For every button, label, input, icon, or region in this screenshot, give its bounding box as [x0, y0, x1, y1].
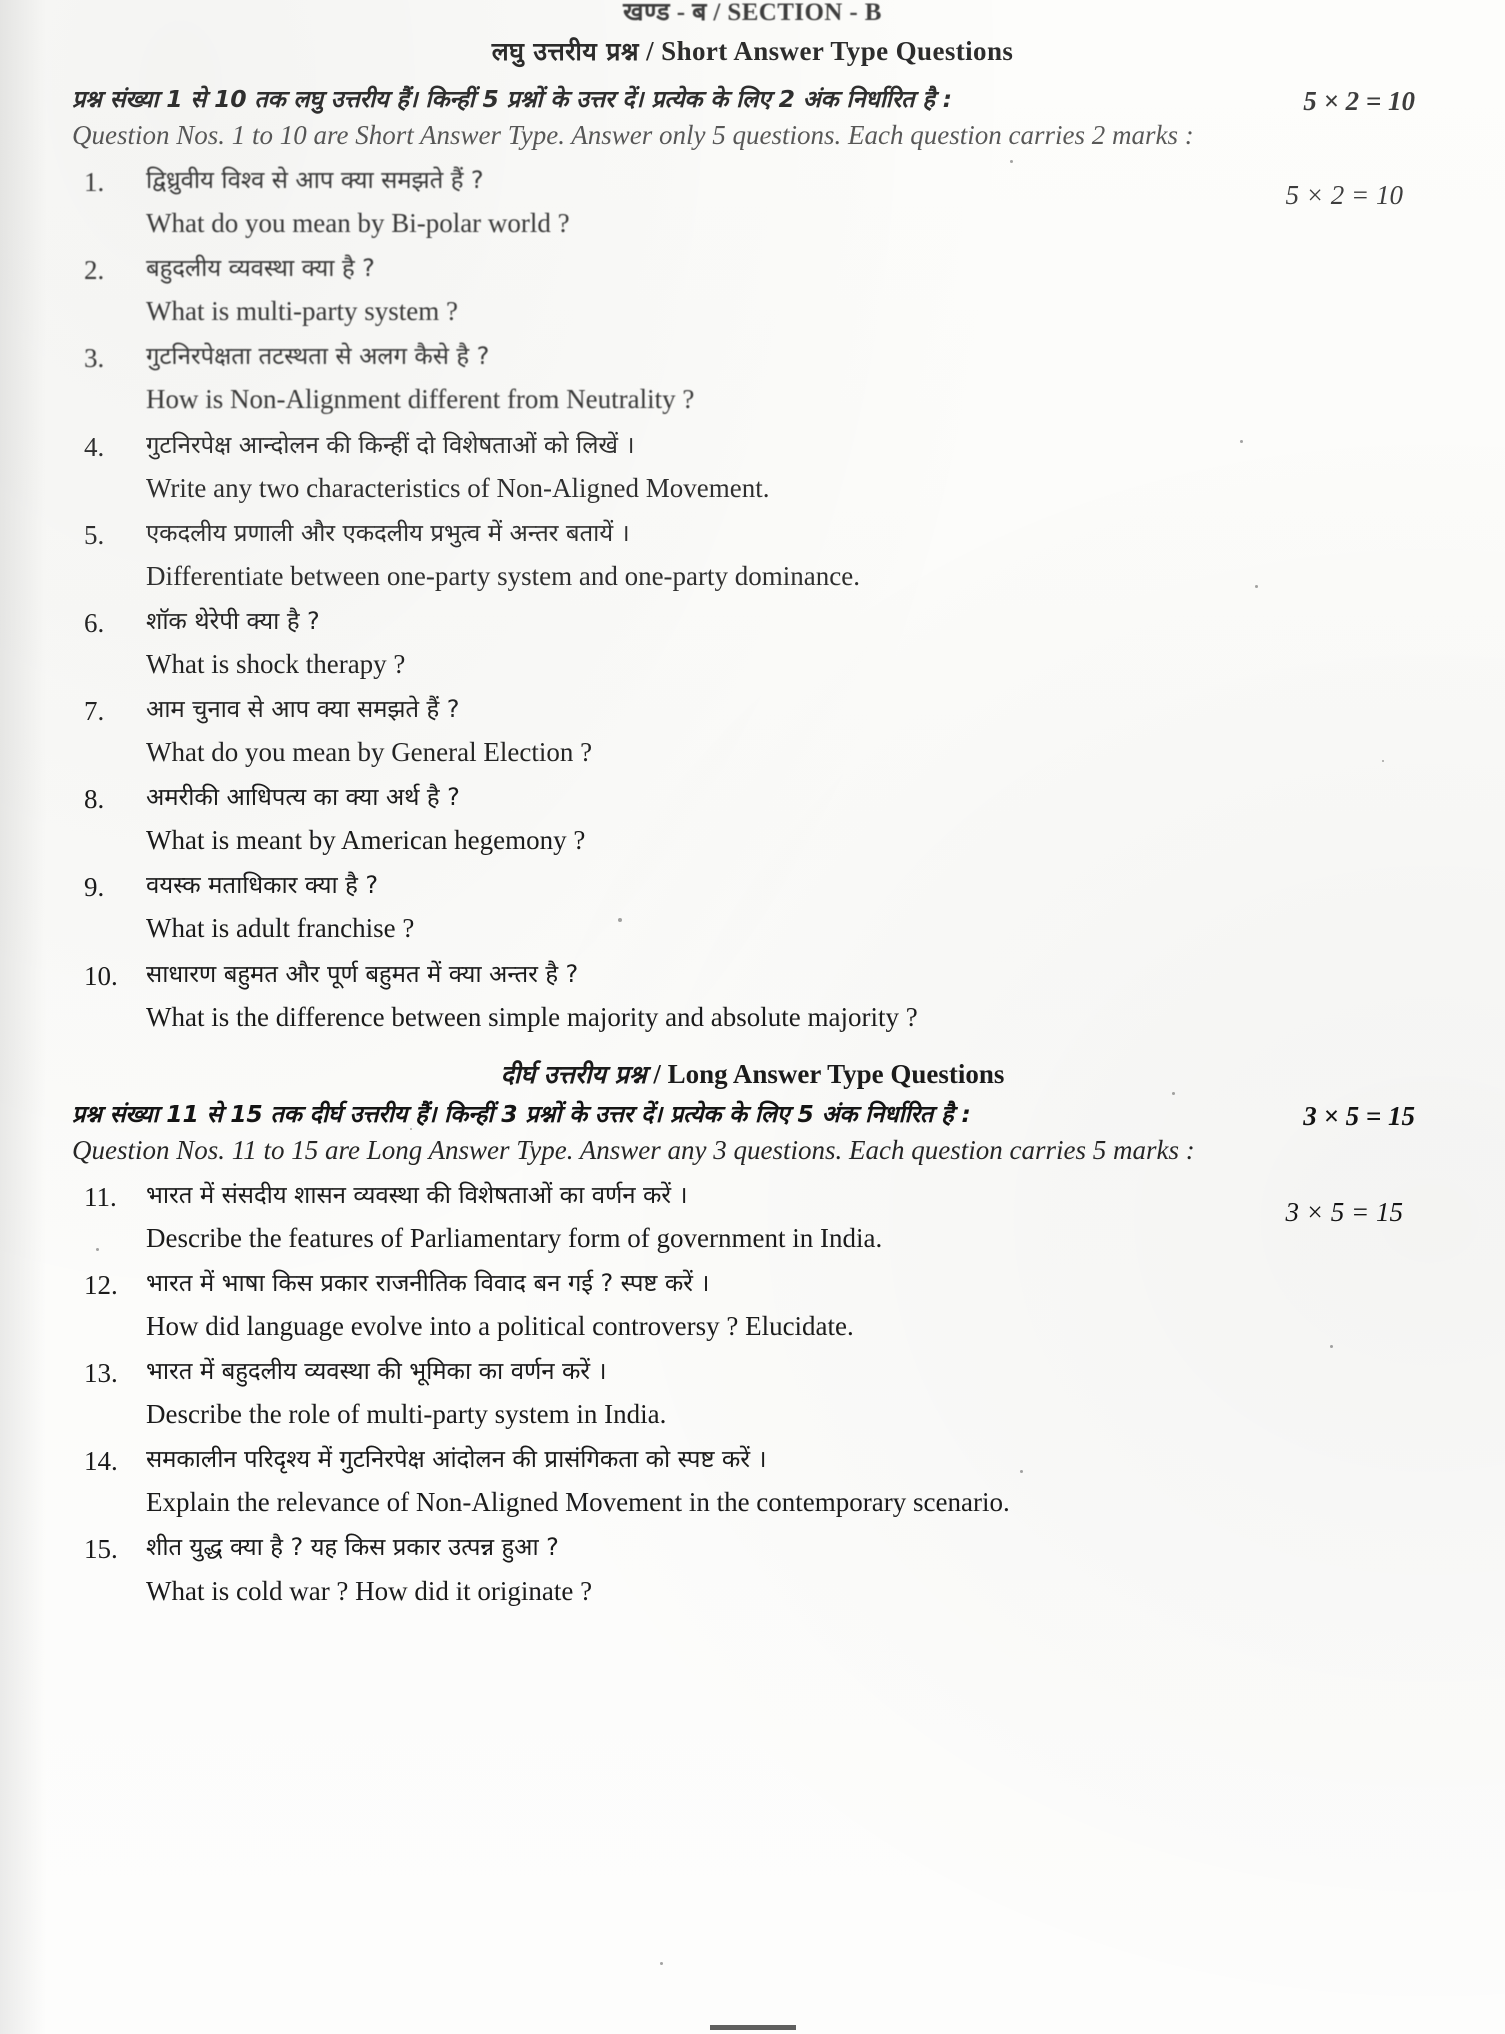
scan-speckle: [660, 1962, 663, 1965]
question-item: [72, 163, 1433, 245]
short-answer-instruction-hindi: प्रश्न संख्या 1 से 10 तक लघु उत्तरीय हैं। किन्हीं 5 प्रश्नों के उत्तर दें। प्रत्येक के लिए 2 अंक निर्धारित है :: [72, 85, 952, 113]
question-number: 14.: [84, 1446, 118, 1477]
question-body: [146, 1442, 1433, 1524]
question-item: [72, 957, 1433, 1039]
short-answer-question-list: [72, 163, 1433, 1039]
question-number: 4.: [84, 431, 105, 462]
long-answer-marks-english: 3 × 5 = 15: [1285, 1196, 1403, 1227]
question-body: [146, 516, 1433, 598]
question-number: 5.: [84, 519, 105, 550]
question-number: 11.: [84, 1181, 117, 1212]
scan-edge-smudge: [0, 0, 46, 2034]
question-text-english: What is multi-party system ?: [146, 296, 458, 327]
question-number: 6.: [84, 607, 105, 638]
question-number: 15.: [84, 1534, 118, 1565]
question-text-hindi: भारत में बहुदलीय व्यवस्था की भूमिका का वर्णन करें ।: [146, 1357, 607, 1386]
question-text-hindi: समकालीन परिदृश्य में गुटनिरपेक्ष आंदोलन की प्रासंगिकता को स्पष्ट करें ।: [146, 1445, 767, 1474]
question-text-hindi: शॉक थेरेपी क्या है ?: [146, 606, 320, 635]
short-answer-instruction-english: Question Nos. 1 to 10 are Short Answer Type. Answer only 5 questions. Each question carries 2 marks :: [72, 120, 1194, 151]
question-number: 7.: [84, 696, 105, 727]
question-number: 8.: [84, 784, 105, 815]
question-text-english: What do you mean by Bi-polar world ?: [146, 208, 570, 239]
question-item: [72, 868, 1433, 950]
question-text-hindi: गुटनिरपेक्ष आन्दोलन की किन्हीं दो विशेषताओं को लिखें ।: [146, 430, 635, 459]
question-text-hindi: द्विध्रुवीय विश्व से आप क्या समझते हैं ?: [146, 166, 484, 195]
scan-speckle: [96, 1248, 99, 1251]
question-number: 3.: [84, 343, 105, 374]
short-answer-marks-hindi: 5 × 2 = 10: [1303, 86, 1415, 116]
question-text-english: Write any two characteristics of Non-Aligned Movement.: [146, 472, 770, 503]
short-answer-heading: [72, 34, 1433, 68]
question-number: 13.: [84, 1358, 118, 1389]
question-text-hindi: एकदलीय प्रणाली और एकदलीय प्रभुत्व में अन्तर बतायें ।: [146, 518, 630, 547]
question-text-english: What is meant by American hegemony ?: [146, 825, 586, 856]
long-answer-heading-english: Long Answer Type Questions: [667, 1058, 1005, 1089]
question-item: [72, 251, 1433, 333]
question-text-english: What is the difference between simple majority and absolute majority ?: [146, 1001, 918, 1032]
long-heading-separator: /: [653, 1058, 661, 1089]
question-item: [72, 604, 1433, 686]
question-text-hindi: आम चुनाव से आप क्या समझते हैं ?: [146, 695, 460, 724]
long-answer-heading: [72, 1057, 1433, 1091]
scan-speckle: [1240, 440, 1243, 443]
question-item: [72, 1266, 1433, 1348]
question-body: [146, 1178, 1433, 1260]
question-text-hindi: बहुदलीय व्यवस्था क्या है ?: [146, 254, 375, 283]
short-answer-heading-hindi: लघु उत्तरीय प्रश्न: [491, 37, 639, 66]
long-answer-question-list: [72, 1178, 1433, 1613]
question-item: [72, 1442, 1433, 1524]
question-number: 12.: [84, 1269, 118, 1300]
scan-speckle: [618, 918, 622, 922]
question-text-english: What is cold war ? How did it originate ?: [146, 1575, 593, 1606]
question-number: 10.: [84, 960, 118, 991]
page-bottom-mark: [710, 2025, 796, 2030]
scan-speckle: [410, 1128, 412, 1130]
question-number: 1.: [84, 167, 105, 198]
scan-speckle: [1382, 760, 1384, 762]
long-answer-heading-hindi: दीर्घ उत्तरीय प्रश्न: [500, 1059, 647, 1089]
scan-speckle: [1010, 160, 1013, 163]
long-answer-marks-hindi: 3 × 5 = 15: [1303, 1100, 1415, 1131]
question-item: [72, 692, 1433, 774]
question-text-english: How is Non-Alignment different from Neutrality ?: [146, 384, 695, 415]
question-item: [72, 780, 1433, 862]
question-body: [146, 1354, 1433, 1436]
question-number: 2.: [84, 255, 105, 286]
long-answer-instruction-hindi: प्रश्न संख्या 11 से 15 तक दीर्घ उत्तरीय हैं। किन्हीं 3 प्रश्नों के उत्तर दें। प्रत्येक के लिए 5 अंक निर्धारित है :: [72, 1099, 971, 1128]
question-item: [72, 428, 1433, 510]
question-text-english: What do you mean by General Election ?: [146, 737, 593, 768]
question-item: [72, 1354, 1433, 1436]
question-body: [146, 780, 1433, 862]
question-text-hindi: साधारण बहुमत और पूर्ण बहुमत में क्या अन्तर है ?: [146, 959, 579, 988]
question-text-hindi: शीत युद्ध क्या है ? यह किस प्रकार उत्पन्न हुआ ?: [146, 1533, 559, 1562]
question-body: [146, 957, 1433, 1039]
question-item: [72, 516, 1433, 598]
question-body: [146, 604, 1433, 686]
question-text-english: Describe the role of multi-party system in India.: [146, 1399, 667, 1430]
short-answer-marks-english: 5 × 2 = 10: [1285, 180, 1403, 210]
heading-separator: /: [646, 36, 654, 66]
question-text-english: Explain the relevance of Non-Aligned Movement in the contemporary scenario.: [146, 1487, 1010, 1518]
scan-speckle: [1255, 585, 1258, 588]
question-body: [146, 1266, 1433, 1348]
short-answer-heading-english: Short Answer Type Questions: [661, 36, 1014, 66]
question-item: [72, 339, 1433, 421]
section-b-heading: खण्ड - ब / SECTION - B: [623, 0, 882, 26]
question-body: [146, 163, 1433, 245]
question-text-english: How did language evolve into a political controversy ? Elucidate.: [146, 1311, 854, 1342]
scan-speckle: [1172, 1092, 1175, 1095]
question-text-hindi: भारत में भाषा किस प्रकार राजनीतिक विवाद बन गई ? स्पष्ट करें ।: [146, 1268, 710, 1297]
long-answer-instruction-english: Question Nos. 11 to 15 are Long Answer Type. Answer any 3 questions. Each question carries 5 marks :: [72, 1135, 1195, 1166]
question-body: [146, 692, 1433, 774]
question-text-english: What is adult franchise ?: [146, 913, 415, 944]
question-item: [72, 1178, 1433, 1260]
question-text-hindi: भारत में संसदीय शासन व्यवस्था की विशेषताओं का वर्णन करें ।: [146, 1180, 688, 1209]
question-number: 9.: [84, 872, 105, 903]
question-text-hindi: वयस्क मताधिकार क्या है ?: [146, 871, 378, 900]
question-body: [146, 251, 1433, 333]
question-body: [146, 868, 1433, 950]
question-item: [72, 1530, 1433, 1612]
question-text-english: Describe the features of Parliamentary form of government in India.: [146, 1222, 883, 1253]
question-text-hindi: गुटनिरपेक्षता तटस्थता से अलग कैसे है ?: [146, 342, 490, 371]
scan-speckle: [1330, 1345, 1333, 1348]
question-text-english: Differentiate between one-party system and one-party dominance.: [146, 560, 860, 591]
question-text-english: What is shock therapy ?: [146, 648, 406, 679]
question-body: [146, 339, 1433, 421]
question-body: [146, 1530, 1433, 1612]
scan-speckle: [1020, 1470, 1023, 1473]
question-text-hindi: अमरीकी आधिपत्य का क्या अर्थ है ?: [146, 783, 460, 812]
